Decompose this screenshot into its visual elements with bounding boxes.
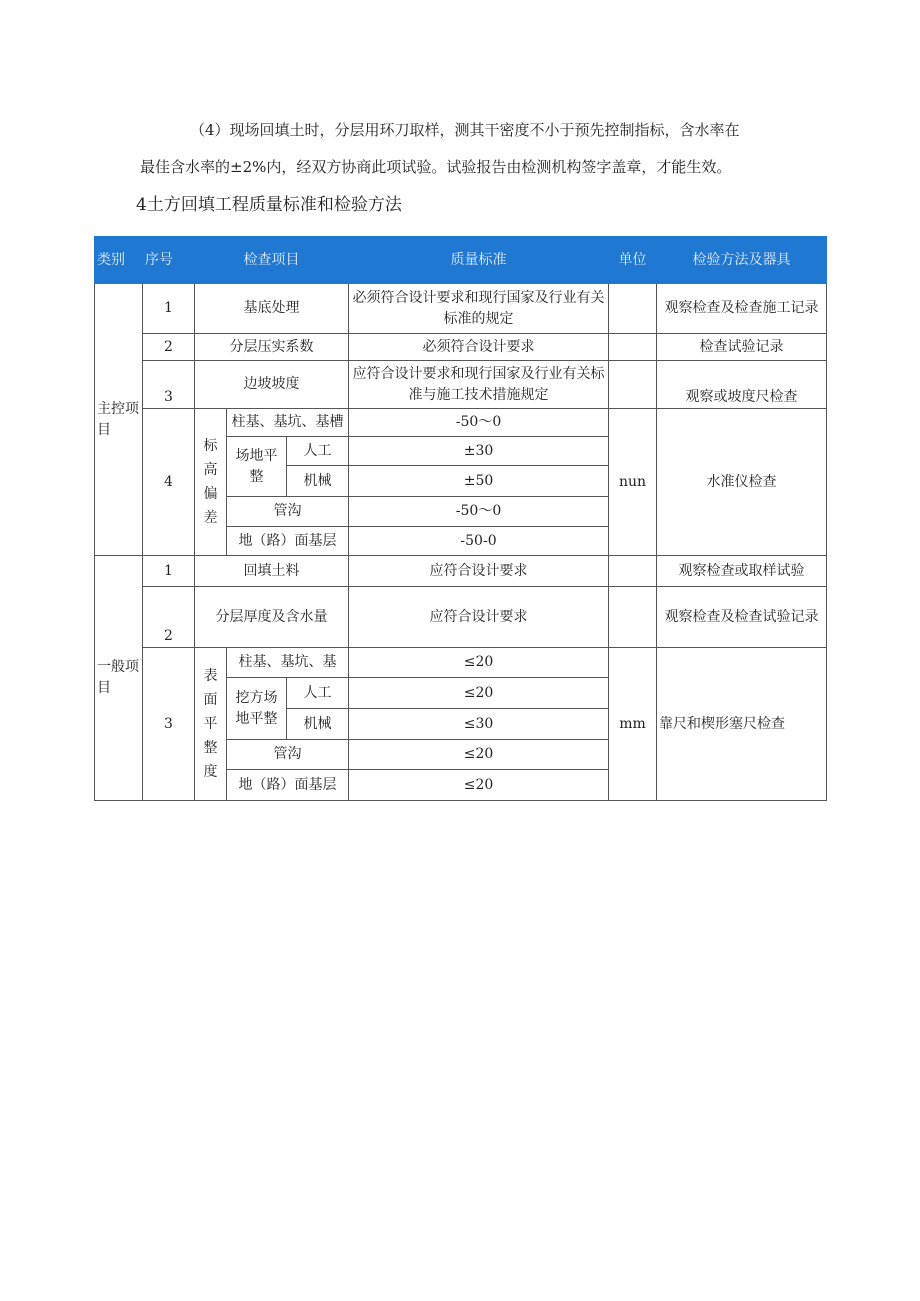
header-category: 类别 [95,237,143,284]
row-standard: 必须符合设计要求 [349,334,609,361]
sub-machine: 机械 [287,466,349,497]
value-cell: ≤30 [349,709,609,740]
header-method: 检验方法及器具 [657,237,827,284]
row-unit [609,361,657,409]
row-no: 2 [143,587,195,648]
header-number: 序号 [143,237,195,284]
value-cell: -50-0 [349,527,609,556]
value-cell: ±50 [349,466,609,497]
category-general: 一般项目 [95,556,143,801]
section-heading: 4土方回填工程质量标准和检验方法 [136,195,402,215]
value-cell: ≤20 [349,770,609,801]
row-method: 观察检查及检查施工记录 [657,284,827,334]
method-cell: 水准仪检查 [657,409,827,556]
row-standard: 必须符合设计要求和现行国家及行业有关标准的规定 [349,284,609,334]
value-cell: -50～0 [349,497,609,527]
row-standard: 应符合设计要求 [349,587,609,648]
sub-road-base: 地（路）面基层 [227,527,349,556]
sub-site-leveling: 场地平整 [227,437,287,497]
header-item: 检查项目 [195,237,349,284]
table-row [95,361,827,409]
header-unit: 单位 [609,237,657,284]
row-method: 观察或坡度尺检查 [657,361,827,409]
quality-standard-table [94,236,827,801]
method-cell: 靠尺和楔形塞尺检查 [657,648,827,801]
value-cell: ±30 [349,437,609,466]
row-standard: 应符合设计要求 [349,556,609,587]
elevation-group: 标高偏差 [195,409,227,556]
table-row [95,587,827,648]
sub-manual: 人工 [287,437,349,466]
row-method: 检查试验记录 [657,334,827,361]
row-no: 1 [143,556,195,587]
sub-trench: 管沟 [227,497,349,527]
row-method: 观察检查及检查试验记录 [657,587,827,648]
table-row [95,284,827,334]
surface-group: 表面平整度 [195,648,227,801]
row-no: 4 [143,409,195,556]
row-unit [609,334,657,361]
value-cell: ≤20 [349,678,609,709]
row-item: 基底处理 [195,284,349,334]
header-standard: 质量标准 [349,237,609,284]
sub-trench: 管沟 [227,740,349,770]
sub-road-base: 地（路）面基层 [227,770,349,801]
unit-cell: nun [609,409,657,556]
sub-column-foundation: 柱基、基坑、基 [227,648,349,678]
table-row [95,556,827,587]
paragraph-line-1: （4）现场回填土时，分层用环刀取样，测其干密度不小于预先控制指标，含水率在 [190,121,740,139]
row-standard: 应符合设计要求和现行国家及行业有关标准与施工技术措施规定 [349,361,609,409]
sub-column-foundation: 柱基、基坑、基槽 [227,409,349,437]
value-cell: -50～0 [349,409,609,437]
sub-machine: 机械 [287,709,349,740]
sub-site-leveling: 挖方场地平整 [227,678,287,740]
paragraph-line-2: 最佳含水率的±2%内，经双方协商此项试验。试验报告由检测机构签字盖章，才能生效。 [140,158,732,176]
row-item: 边坡坡度 [195,361,349,409]
sub-manual: 人工 [287,678,349,709]
row-item: 分层厚度及含水量 [195,587,349,648]
table-header-row [95,237,827,284]
value-cell: ≤20 [349,648,609,678]
row-no: 1 [143,284,195,334]
row-unit [609,284,657,334]
row-unit [609,587,657,648]
intro-paragraph [140,112,840,186]
row-unit [609,556,657,587]
table-row [95,409,827,437]
category-main: 主控项目 [95,284,143,556]
table-row [95,648,827,678]
row-no: 3 [143,648,195,801]
row-item: 回填土料 [195,556,349,587]
row-item: 分层压实系数 [195,334,349,361]
row-method: 观察检查或取样试验 [657,556,827,587]
value-cell: ≤20 [349,740,609,770]
row-no: 3 [143,361,195,409]
unit-cell: mm [609,648,657,801]
table-row [95,334,827,361]
row-no: 2 [143,334,195,361]
